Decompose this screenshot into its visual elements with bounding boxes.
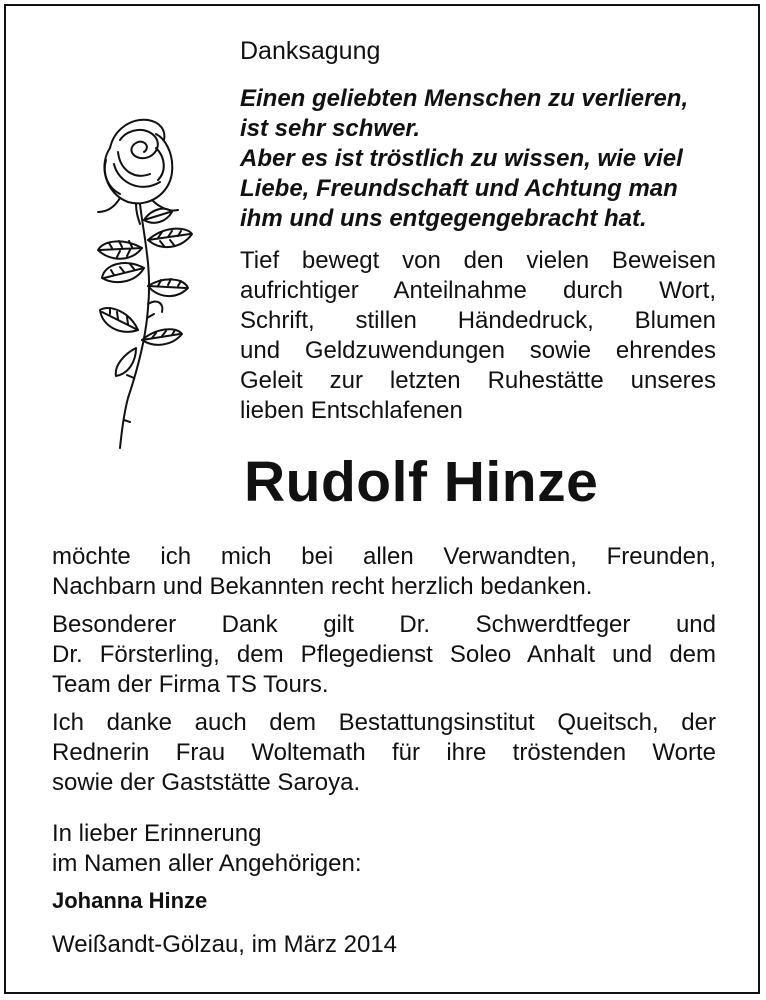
thanks-line: möchte ich mich bei allen Verwandten, Freunden, bbox=[52, 543, 716, 570]
intro-line: Geleit zur letzten Ruhestätte unseres bbox=[240, 367, 716, 394]
intro-line: Tief bewegt von den vielen Beweisen bbox=[240, 247, 716, 274]
thanks-line: Besonderer Dank gilt Dr. Schwerdtfeger und bbox=[52, 611, 716, 638]
intro-line: aufrichtiger Anteilnahme durch Wort, bbox=[240, 277, 716, 304]
quote-line: Aber es ist tröstlich zu wissen, wie viel bbox=[240, 145, 683, 172]
intro-line: und Geldzuwendungen sowie ehrendes bbox=[240, 337, 716, 364]
place-date: Weißandt-Gölzau, im März 2014 bbox=[52, 931, 398, 958]
thanks-paragraph bbox=[52, 708, 716, 798]
thanks-line: sowie der Gaststätte Saroya. bbox=[52, 769, 361, 796]
closing-block bbox=[52, 819, 362, 879]
thanks-line: Ich danke auch dem Bestattungsinstitut Queitsch, der bbox=[52, 709, 716, 736]
intro-line: Schrift, stillen Händedruck, Blumen bbox=[240, 307, 716, 334]
closing-line: im Namen aller Angehörigen: bbox=[52, 850, 362, 877]
thanks-paragraph bbox=[52, 610, 716, 700]
notice-heading: Danksagung bbox=[240, 37, 381, 65]
thanks-line: Dr. Försterling, dem Pflegedienst Soleo Anhalt und dem bbox=[52, 641, 716, 668]
thanks-line: Team der Firma TS Tours. bbox=[52, 671, 329, 698]
intro-line: lieben Entschlafenen bbox=[240, 397, 463, 424]
thanks-line: Nachbarn und Bekannten recht herzlich bedanken. bbox=[52, 573, 593, 600]
signer-name: Johanna Hinze bbox=[52, 888, 208, 913]
quote-line: Liebe, Freundschaft und Achtung man bbox=[240, 175, 678, 202]
quote-line: ihm und uns entgegengebracht hat. bbox=[240, 205, 647, 232]
thanks-line: Rednerin Frau Woltemath für ihre tröstenden Worte bbox=[52, 739, 716, 766]
thanks-paragraph bbox=[52, 542, 716, 602]
rose-icon bbox=[48, 108, 208, 458]
deceased-name: Rudolf Hinze bbox=[244, 450, 599, 514]
closing-line: In lieber Erinnerung bbox=[52, 820, 262, 847]
quote-block bbox=[240, 84, 730, 234]
quote-line: Einen geliebten Menschen zu verlieren, bbox=[240, 85, 689, 112]
thanks-text bbox=[52, 542, 716, 806]
quote-line: ist sehr schwer. bbox=[240, 115, 421, 142]
intro-paragraph bbox=[240, 246, 716, 426]
